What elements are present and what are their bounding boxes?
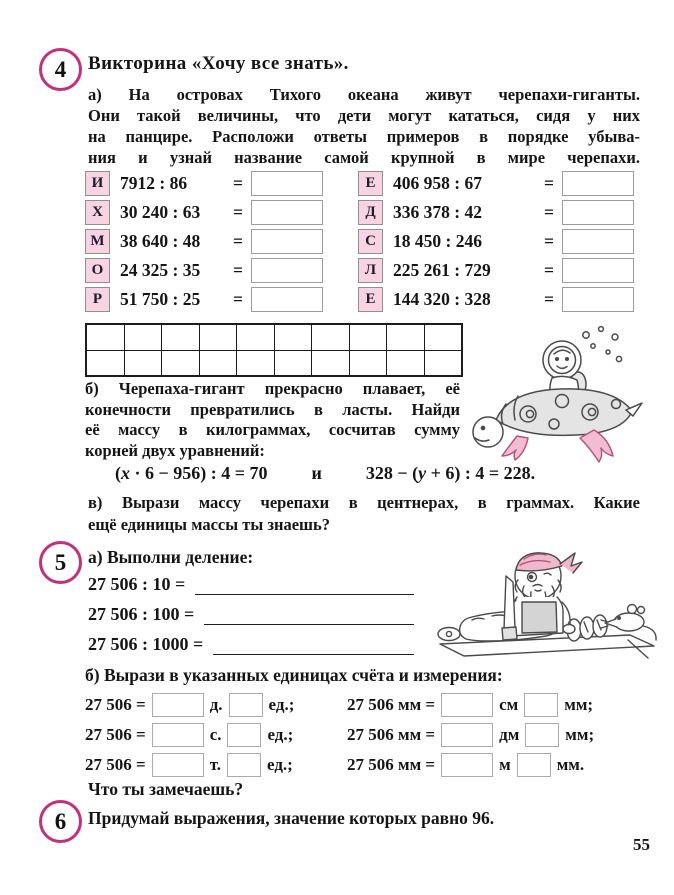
unit-box[interactable] xyxy=(517,753,551,777)
equals-sign: = xyxy=(544,260,554,280)
task-5-question: Что ты замечаешь? xyxy=(88,779,244,799)
unit-text: 27 506 мм = xyxy=(347,754,436,774)
division-expression: 7912 : 86 xyxy=(120,173,188,193)
answer-box[interactable] xyxy=(251,229,323,254)
grid-cell[interactable] xyxy=(350,325,387,350)
grid-cell[interactable] xyxy=(87,351,124,376)
division-row xyxy=(358,171,634,196)
division-expression: 27 506 : 1000 = xyxy=(88,634,204,654)
division-expression: 38 640 : 48 xyxy=(120,231,201,251)
division-expression: 30 240 : 63 xyxy=(120,202,201,222)
division-expression: 406 958 : 67 xyxy=(393,173,482,193)
text-line: Они такой величины, что дети могут кататься, сидя у них xyxy=(88,106,640,125)
division-expression: 336 378 : 42 xyxy=(393,202,482,222)
unit-group-right xyxy=(347,721,594,748)
turtle-rider-illustration xyxy=(466,324,664,466)
letter-box: Д xyxy=(358,200,383,225)
division-line-row xyxy=(88,601,414,625)
text-line: б) Черепаха-гигант прекрасно плавает, её xyxy=(85,379,460,398)
unit-group-left xyxy=(85,721,293,748)
unit-box[interactable] xyxy=(441,723,493,747)
grid-cell[interactable] xyxy=(312,351,349,376)
unit-box[interactable] xyxy=(525,723,559,747)
variable-y: y xyxy=(418,463,427,483)
unit-text: дм xyxy=(499,724,520,744)
division-expression: 27 506 : 100 = xyxy=(88,604,195,624)
task-6-text: Придумай выражения, значение которых равно 96. xyxy=(88,808,495,828)
division-expression: 24 325 : 35 xyxy=(120,260,201,280)
grid-cell[interactable] xyxy=(162,351,199,376)
answer-box[interactable] xyxy=(251,200,323,225)
unit-group-right xyxy=(347,691,593,718)
task-5-part-b-label: б) Вырази в указанных единицах счёта и измерения: xyxy=(85,665,503,685)
unit-text: 27 506 = xyxy=(85,724,146,744)
equals-sign: = xyxy=(544,289,554,309)
unit-box[interactable] xyxy=(441,753,493,777)
unit-text: мм; xyxy=(565,724,595,744)
unit-row xyxy=(85,751,645,778)
write-line[interactable] xyxy=(195,574,414,595)
equals-sign: = xyxy=(233,231,243,251)
division-row xyxy=(85,171,323,196)
letter-box: Р xyxy=(85,287,110,312)
text-line: корней двух уравнений: xyxy=(85,440,265,460)
task-5-part-a-label: а) Выполни деление: xyxy=(88,547,254,567)
grid-cell[interactable] xyxy=(125,351,162,376)
task-4-title: Викторина «Хочу все знать». xyxy=(88,53,349,74)
text-line: на панцире. Расположи ответы примеров в порядке убыва- xyxy=(88,127,640,146)
division-expression: 225 261 : 729 xyxy=(393,260,491,280)
division-row xyxy=(358,258,634,283)
equals-sign: = xyxy=(544,173,554,193)
division-expression: 144 320 : 328 xyxy=(393,289,491,309)
unit-text: ед.; xyxy=(267,724,294,744)
unit-box[interactable] xyxy=(152,723,204,747)
equals-sign: = xyxy=(544,231,554,251)
pirate-sausage-icon xyxy=(432,536,660,662)
division-row xyxy=(85,258,323,283)
unit-text: мм. xyxy=(556,754,585,774)
grid-cell[interactable] xyxy=(125,325,162,350)
task-4-number-badge: 4 xyxy=(39,48,82,91)
grid-cell[interactable] xyxy=(387,325,424,350)
page-number: 55 xyxy=(633,835,650,854)
division-row xyxy=(358,287,634,312)
text-line: а) На островах Тихого океана живут черепахи-гиганты. xyxy=(88,85,640,104)
grid-cell[interactable] xyxy=(237,351,274,376)
answer-box[interactable] xyxy=(251,287,323,312)
unit-text: 27 506 мм = xyxy=(347,694,436,714)
letter-box: О xyxy=(85,258,110,283)
grid-cell[interactable] xyxy=(350,351,387,376)
grid-cell[interactable] xyxy=(200,325,237,350)
equals-sign: = xyxy=(233,202,243,222)
division-expression: 27 506 : 10 = xyxy=(88,574,186,594)
text-line: её массу в килограммах, сосчитав сумму xyxy=(85,420,460,439)
letter-box: Л xyxy=(358,258,383,283)
letter-box: Е xyxy=(358,287,383,312)
unit-box[interactable] xyxy=(152,693,204,717)
division-column-left xyxy=(85,171,323,316)
equals-sign: = xyxy=(233,173,243,193)
unit-box[interactable] xyxy=(227,753,261,777)
letter-box: Х xyxy=(85,200,110,225)
unit-group-left xyxy=(85,691,294,718)
equation-left: (x · 6 − 956) : 4 = 70 xyxy=(115,463,268,483)
division-row xyxy=(358,200,634,225)
equations-row xyxy=(88,463,648,484)
unit-text: 27 506 мм = xyxy=(347,724,436,744)
task-4-part-a-text xyxy=(88,84,640,168)
unit-box[interactable] xyxy=(227,723,261,747)
answer-box[interactable] xyxy=(251,171,323,196)
unit-text: т. xyxy=(209,754,222,774)
unit-box[interactable] xyxy=(524,693,558,717)
grid-cell[interactable] xyxy=(425,351,462,376)
division-expression: 18 450 : 246 xyxy=(393,231,482,251)
variable-x: x xyxy=(121,463,130,483)
division-expression: 51 750 : 25 xyxy=(120,289,201,309)
answer-box[interactable] xyxy=(562,229,634,254)
task-5-number-badge: 5 xyxy=(39,541,82,584)
grid-cell[interactable] xyxy=(425,325,462,350)
answer-box[interactable] xyxy=(562,171,634,196)
task-4-part-v-text xyxy=(88,492,640,536)
unit-text: 27 506 = xyxy=(85,754,146,774)
conjunction: и xyxy=(311,463,322,483)
grid-cell[interactable] xyxy=(162,325,199,350)
division-row xyxy=(85,229,323,254)
unit-group-left xyxy=(85,751,293,778)
unit-text: мм; xyxy=(564,694,594,714)
grid-cell[interactable] xyxy=(200,351,237,376)
text-line: конечности превратились в ласты. Найди xyxy=(85,399,460,419)
grid-cell[interactable] xyxy=(87,325,124,350)
unit-text: см xyxy=(499,694,519,714)
grid-cell[interactable] xyxy=(275,351,312,376)
letter-box: Е xyxy=(358,171,383,196)
grid-cell[interactable] xyxy=(387,351,424,376)
text-line: ещё единицы массы ты знаешь? xyxy=(88,515,330,534)
pirate-sausage-illustration xyxy=(432,536,660,662)
letter-box: И xyxy=(85,171,110,196)
write-line[interactable] xyxy=(204,604,414,625)
division-line-row xyxy=(88,631,414,655)
answer-box[interactable] xyxy=(562,287,634,312)
unit-row xyxy=(85,721,645,748)
grid-cell[interactable] xyxy=(275,325,312,350)
unit-box[interactable] xyxy=(441,693,493,717)
answer-box[interactable] xyxy=(562,200,634,225)
equals-sign: = xyxy=(233,289,243,309)
unit-text: м xyxy=(499,754,511,774)
grid-cell[interactable] xyxy=(237,325,274,350)
division-column-right xyxy=(358,171,634,316)
text-line: в) Вырази массу черепахи в центнерах, в граммах. Какие xyxy=(88,493,640,512)
equation-right: 328 − (y + 6) : 4 = 228. xyxy=(365,463,536,483)
division-row xyxy=(358,229,634,254)
write-line[interactable] xyxy=(213,634,414,655)
division-row xyxy=(85,287,323,312)
turtle-rider-icon xyxy=(466,324,664,466)
unit-text: д. xyxy=(209,694,223,714)
answer-box[interactable] xyxy=(562,258,634,283)
answer-box[interactable] xyxy=(251,258,323,283)
answer-letter-grid xyxy=(85,323,463,377)
letter-box: М xyxy=(85,229,110,254)
unit-box[interactable] xyxy=(229,693,263,717)
task-6-number-badge: 6 xyxy=(39,800,82,843)
unit-text: ед.; xyxy=(268,694,295,714)
grid-cell[interactable] xyxy=(312,325,349,350)
unit-text: с. xyxy=(209,724,222,744)
text-line: ния и узнай название самой крупной в мире черепахи. xyxy=(88,148,640,167)
letter-box: С xyxy=(358,229,383,254)
unit-text: ед.; xyxy=(267,754,293,774)
unit-box[interactable] xyxy=(152,753,204,777)
unit-group-right xyxy=(347,751,584,778)
equals-sign: = xyxy=(544,202,554,222)
division-row xyxy=(85,200,323,225)
unit-text: 27 506 = xyxy=(85,694,146,714)
division-line-row xyxy=(88,571,414,595)
equals-sign: = xyxy=(233,260,243,280)
unit-row xyxy=(85,691,645,718)
task-4-part-b-text xyxy=(85,379,460,461)
